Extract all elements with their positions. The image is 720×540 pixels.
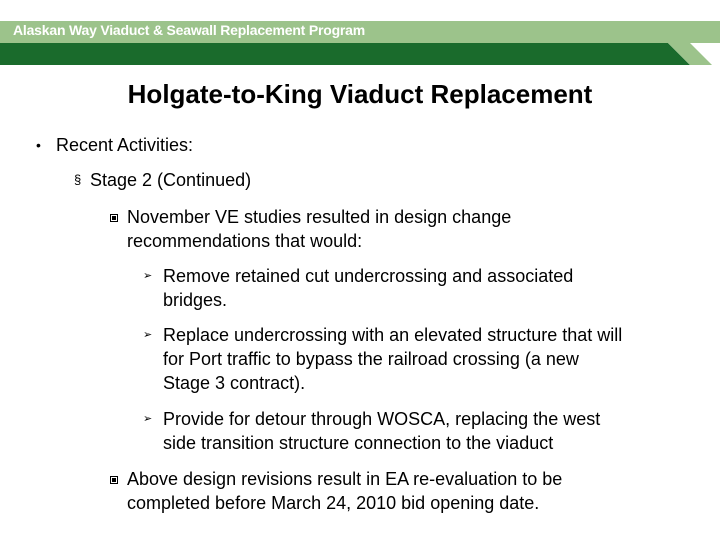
- replace-line-2: for Port traffic to bypass the railroad crossing (a new: [163, 349, 579, 369]
- recent-activities-text: Recent Activities:: [56, 135, 194, 155]
- slide-title: Holgate-to-King Viaduct Replacement: [127, 79, 593, 109]
- detour-line-1: Provide for detour through WOSCA, replacing the west: [163, 409, 601, 429]
- header-stripe: [0, 43, 720, 65]
- detour-line-2: side transition structure connection to the viaduct: [163, 433, 554, 453]
- program-title: Alaskan Way Viaduct & Seawall Replacement Program: [13, 22, 366, 38]
- round-bullet-icon: •: [36, 137, 41, 153]
- above-design-line-2: completed before March 24, 2010 bid opening date.: [127, 493, 540, 513]
- november-ve-line-2: recommendations that would:: [127, 231, 363, 251]
- stage-2-text: Stage 2 (Continued): [90, 170, 252, 190]
- november-ve-line-1: November VE studies resulted in design change: [127, 207, 512, 227]
- arrow-bullet-icon: ➢: [143, 413, 153, 425]
- replace-line-1: Replace undercrossing with an elevated structure that will: [163, 325, 623, 345]
- arrow-bullet-icon: ➢: [143, 329, 153, 341]
- arrow-bullet-icon: ➢: [143, 270, 153, 282]
- square-bullet-icon: [110, 476, 118, 484]
- square-bullet-icon: [110, 214, 118, 222]
- dark-green-stripe: [0, 43, 690, 65]
- above-design-line-1: Above design revisions result in EA re-evaluation to be: [127, 469, 563, 489]
- replace-line-3: Stage 3 contract).: [163, 373, 306, 393]
- remove-line-1: Remove retained cut undercrossing and associated: [163, 266, 574, 286]
- section-bullet-icon: §: [74, 172, 82, 187]
- remove-line-2: bridges.: [163, 290, 228, 310]
